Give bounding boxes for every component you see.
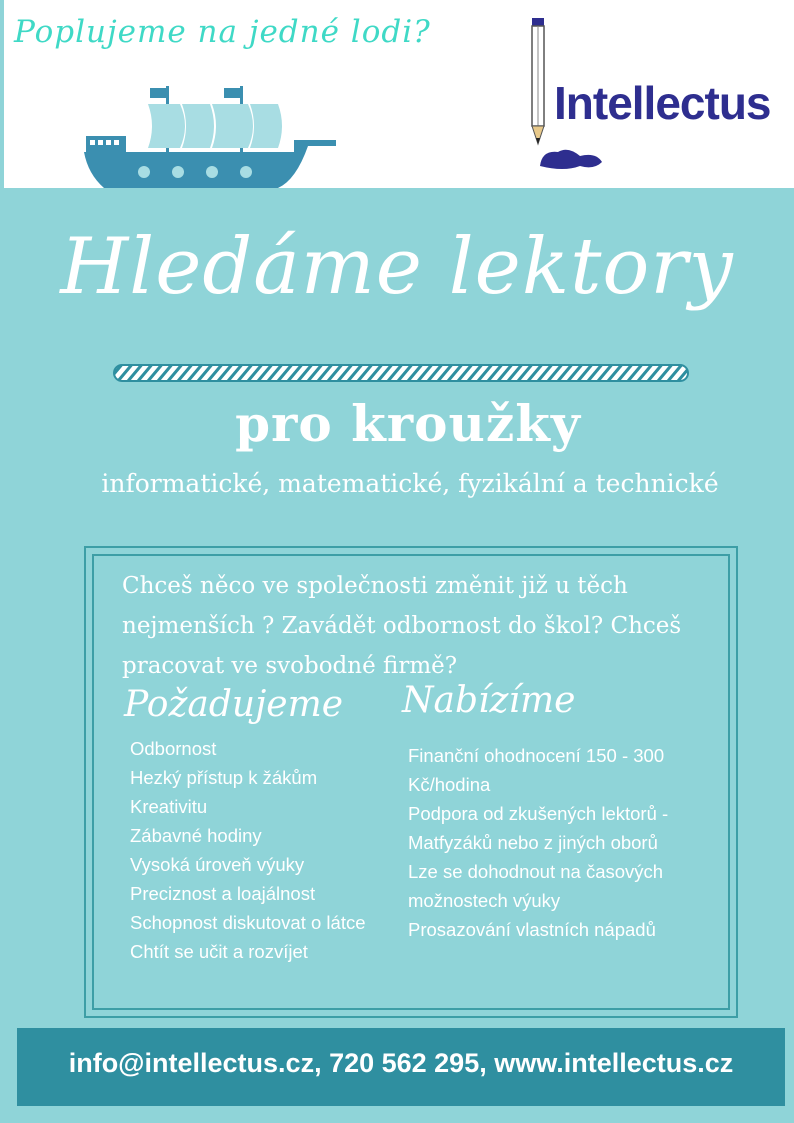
tagline: Poplujeme na jedné lodi? — [14, 14, 431, 50]
offers-heading: Nabízíme — [402, 680, 576, 721]
header — [4, 0, 794, 188]
headline: Hledáme lektory — [60, 222, 734, 312]
subjects: informatické, matematické, fyzikální a technické — [101, 469, 719, 498]
list-item: Lze se dohodnout na časových možnostech výuky — [408, 861, 664, 911]
list-item: Preciznost a loajálnost — [130, 883, 316, 904]
intro-text: Chceš něco ve společnosti změnit již u těch nejmenších ? Zavádět odbornost do škol? Chceš pracovat ve svobodné firmě? — [122, 573, 682, 679]
requirements-list — [130, 734, 400, 966]
list-item: Podpora od zkušených lektorů - Matfyzáků nebo z jiných oborů — [408, 803, 669, 853]
list-item: Chtít se učit a rozvíjet — [130, 941, 308, 962]
subtitle: pro kroužky — [235, 394, 581, 453]
list-item: Prosazování vlastních nápadů — [408, 919, 656, 940]
offers-list — [408, 741, 678, 944]
list-item: Schopnost diskutovat o látce — [130, 912, 366, 933]
rope-divider — [112, 362, 690, 384]
requirements-heading: Požadujeme — [124, 684, 344, 725]
list-item: Kreativitu — [130, 796, 208, 817]
logo-text: Intellectus — [554, 77, 771, 129]
list-item: Zábavné hodiny — [130, 825, 262, 846]
contact-info: info@intellectus.cz, 720 562 295, www.intellectus.cz — [68, 1048, 734, 1078]
list-item: Odbornost — [130, 738, 217, 759]
list-item: Finanční ohodnocení 150 - 300 Kč/hodina — [408, 745, 665, 795]
logo — [524, 16, 784, 176]
contact-bar — [17, 1028, 785, 1106]
list-item: Vysoká úroveň výuky — [130, 854, 305, 875]
ship-icon — [82, 82, 342, 192]
list-item: Hezký přístup k žákům — [130, 767, 318, 788]
